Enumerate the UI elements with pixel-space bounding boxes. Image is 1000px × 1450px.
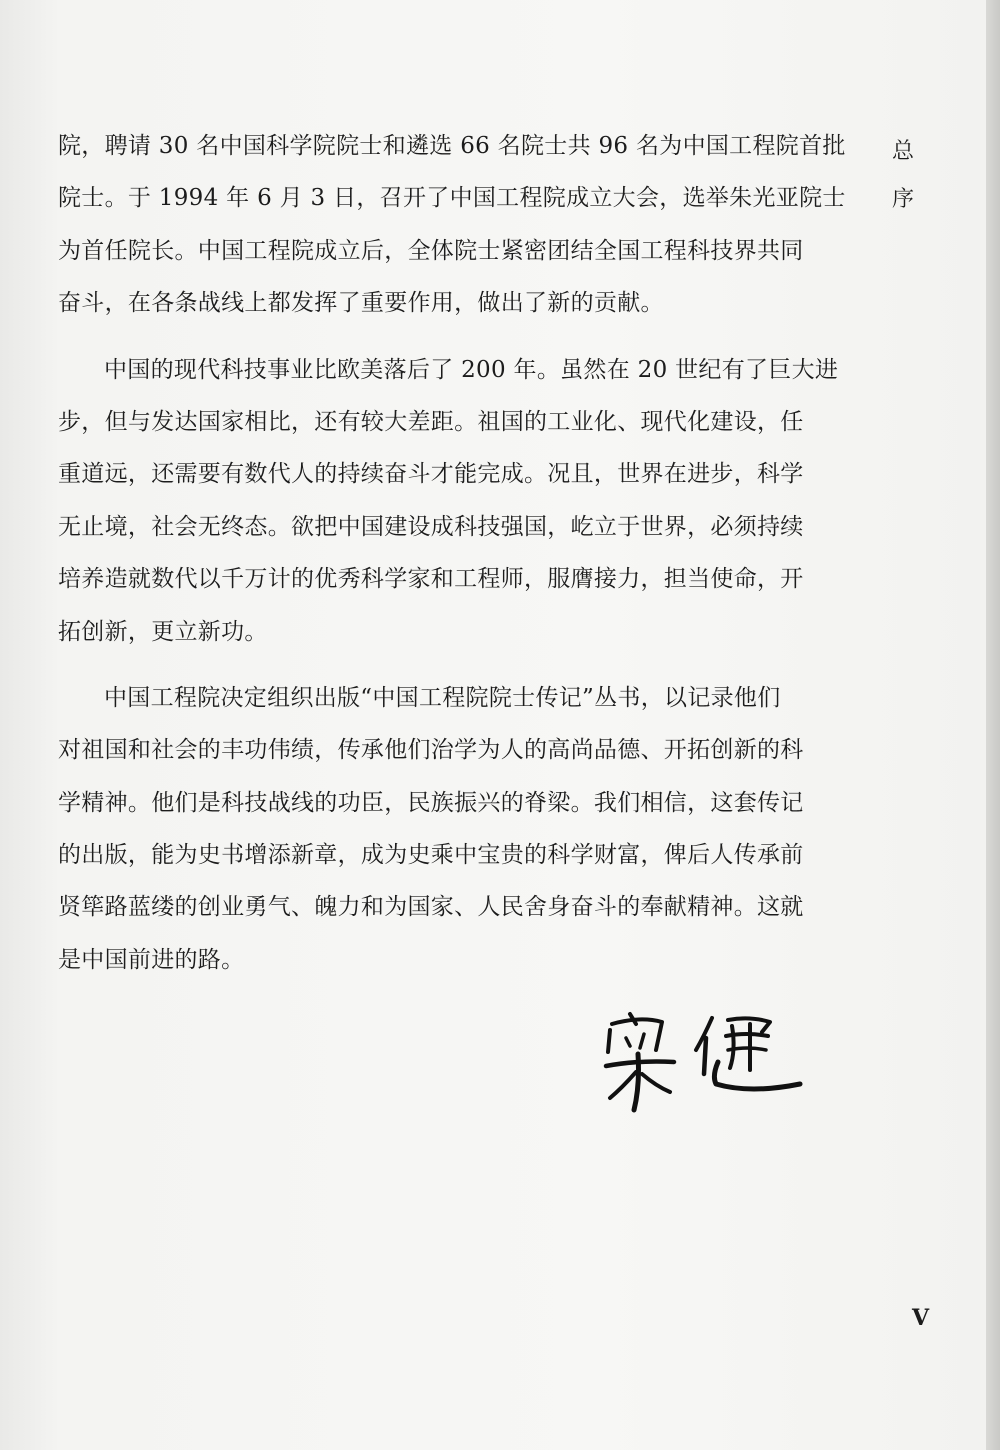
running-head [888,128,918,224]
text-line: 培养造就数代以千万计的优秀科学家和工程师，服膺接力，担当使命，开 [58,566,804,593]
text-line: 学精神。他们是科技战线的功臣，民族振兴的脊梁。我们相信，这套传记 [58,789,804,816]
text-line: 步，但与发达国家相比，还有较大差距。祖国的工业化、现代化建设，任 [58,408,804,435]
text-line: 院士。于 1994 年 6 月 3 日，召开了中国工程院成立大会，选举朱光亚院士 [58,185,846,212]
text-line: 拓创新，更立新功。 [58,618,268,645]
text-line: 无止境，社会无终态。欲把中国建设成科技强国，屹立于世界，必须持续 [58,513,804,540]
body-text [58,120,846,986]
text-line: 院，聘请 30 名中国科学院院士和遴选 66 名院士共 96 名为中国工程院首批 [58,133,846,159]
text-line: 的出版，能为史书增添新章，成为史乘中宝贵的科学财富，俾后人传承前 [58,842,804,869]
text-line: 为首任院长。中国工程院成立后，全体院士紧密团结全国工程科技界共同 [58,237,804,264]
page-number: V [912,1305,930,1331]
text-line: 对祖国和社会的丰功伟绩，传承他们治学为人的高尚品德、开拓创新的科 [58,737,804,764]
running-head-char-2: 序 [891,187,914,212]
handwritten-signature [600,1010,810,1120]
running-head-char-1: 总 [891,139,914,164]
text-line: 奋斗，在各条战线上都发挥了重要作用，做出了新的贡献。 [58,290,664,317]
text-line: 贤筚路蓝缕的创业勇气、魄力和为国家、人民舍身奋斗的奉献精神。这就 [58,894,804,921]
page-edge-shadow [986,0,1000,1450]
text-line: 中国工程院决定组织出版“中国工程院院士传记”丛书，以记录他们 [104,684,781,711]
text-line: 重道远，还需要有数代人的持续奋斗才能完成。况且，世界在进步，科学 [58,461,804,488]
text-line: 中国的现代科技事业比欧美落后了 200 年。虽然在 20 世纪有了巨大进 [104,356,839,383]
text-line: 是中国前进的路。 [58,946,245,973]
